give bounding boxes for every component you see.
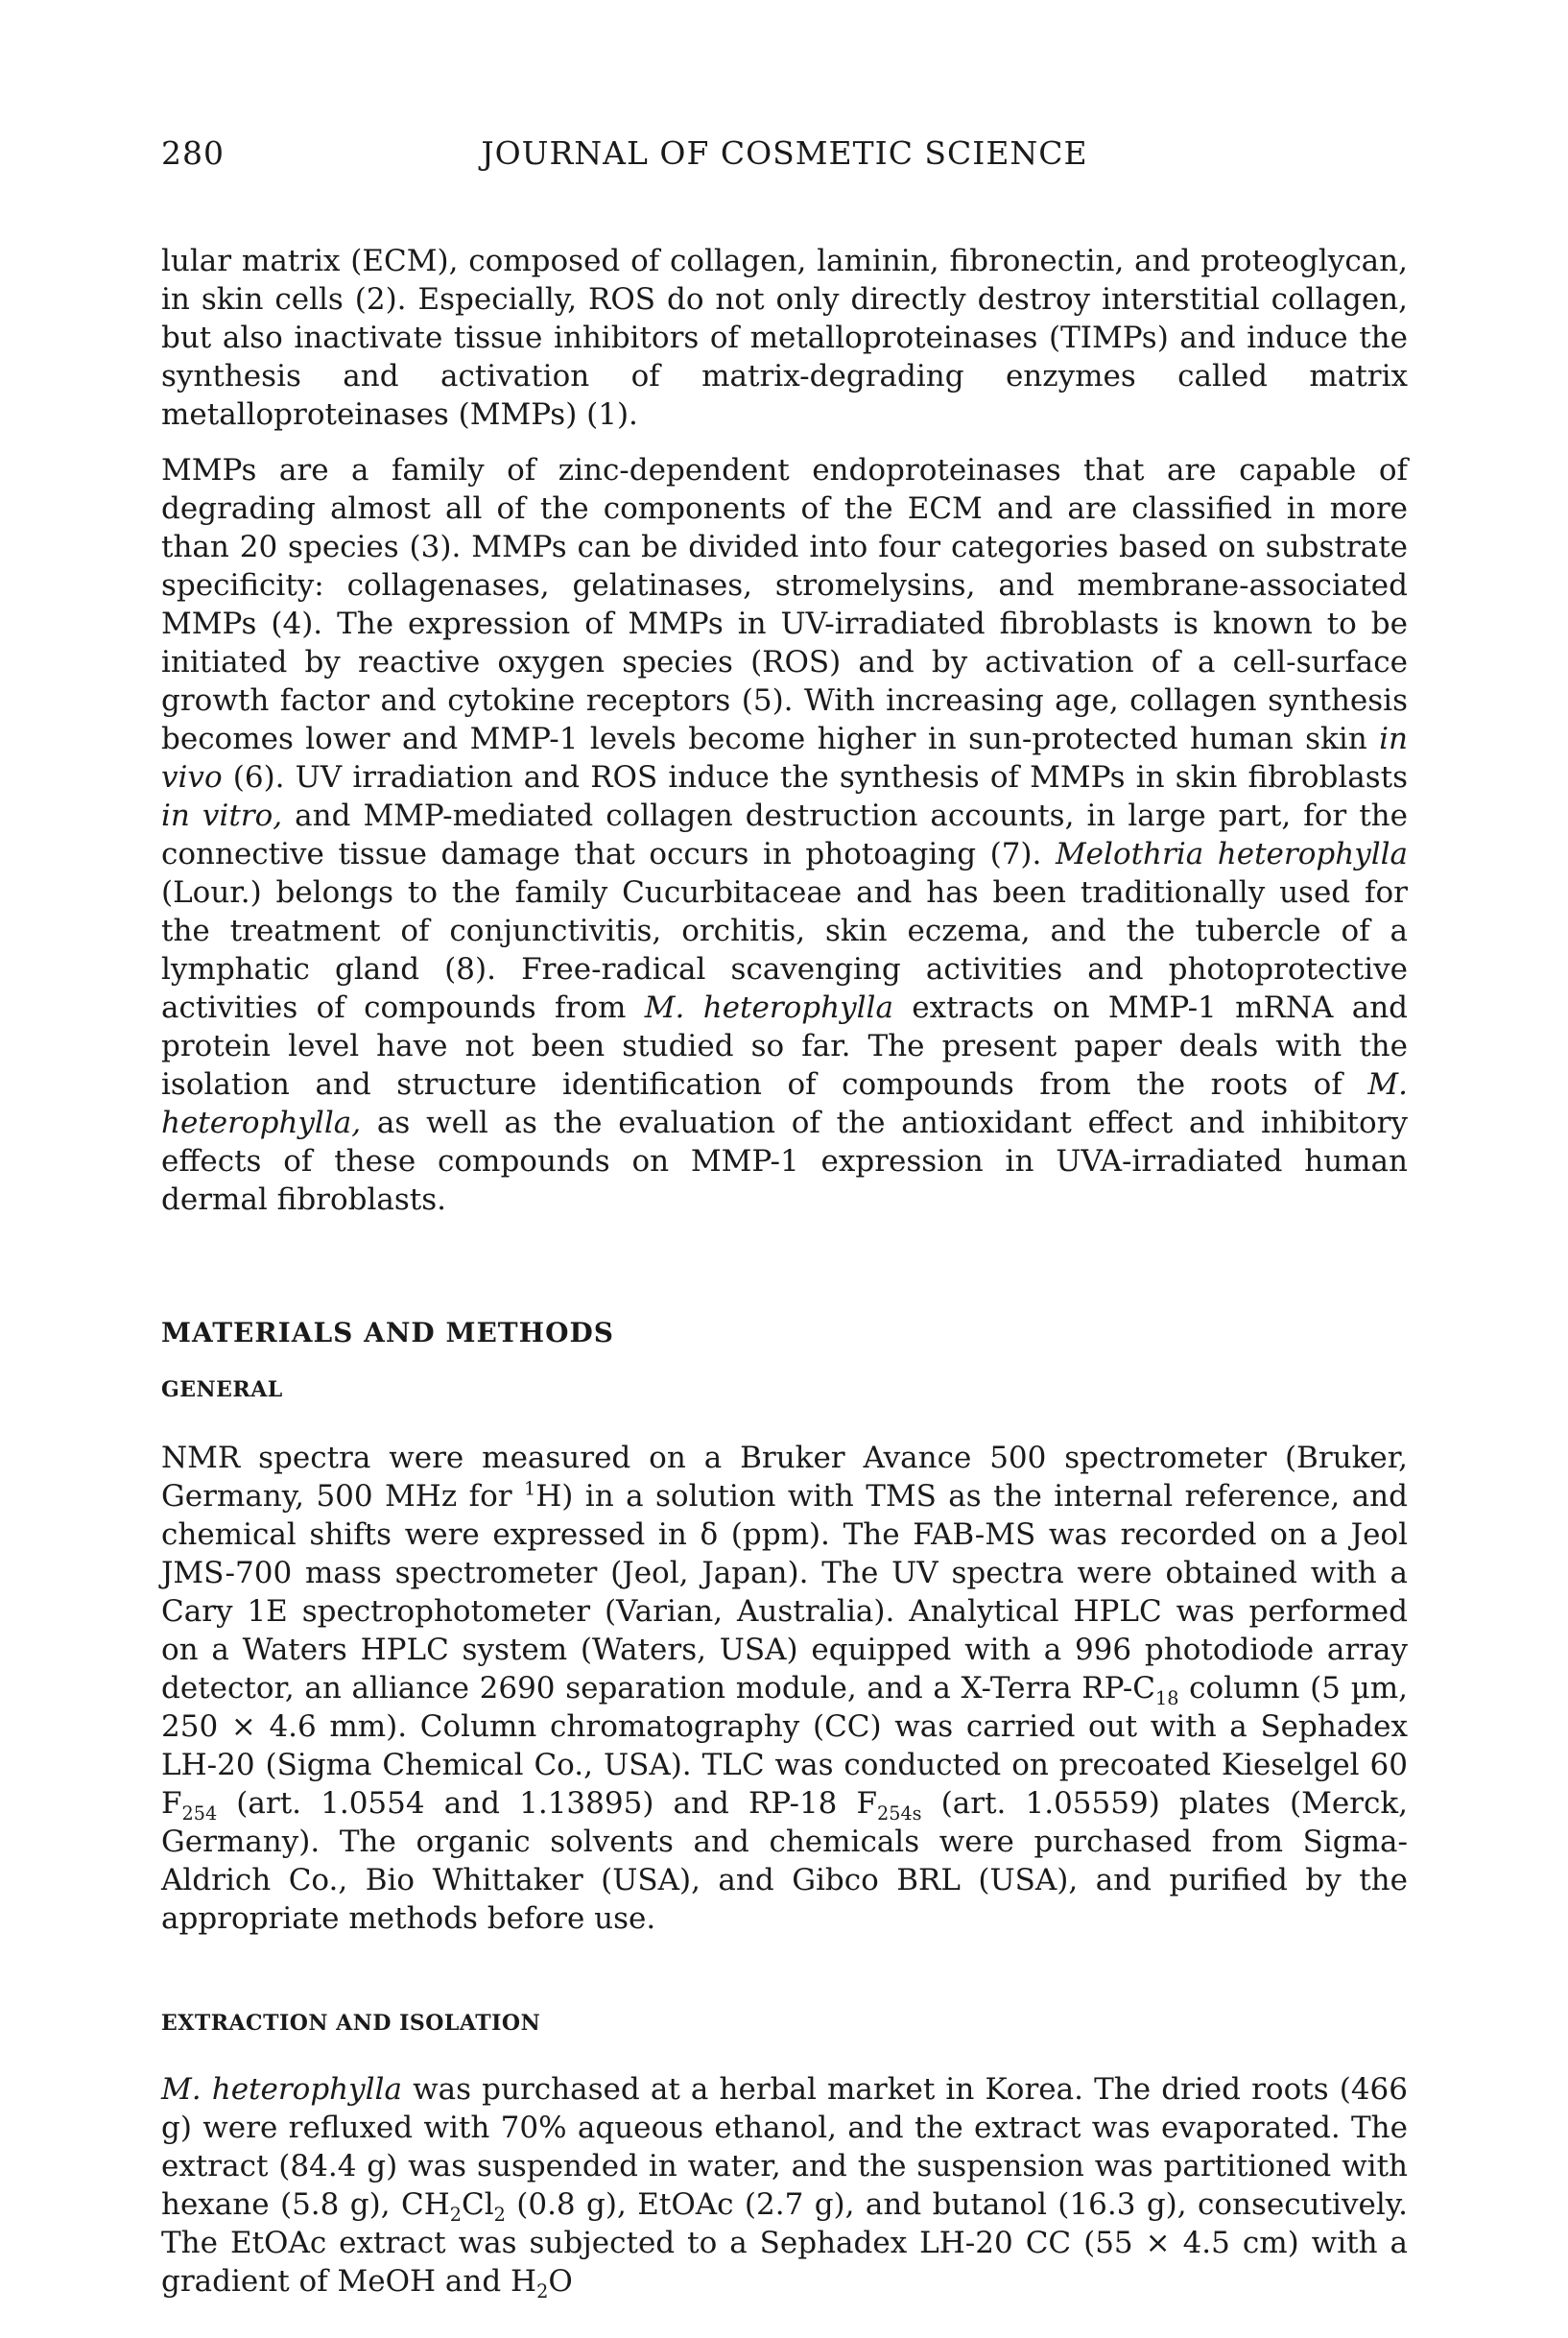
superscript: 1 xyxy=(524,1477,536,1500)
subheading-extraction-isolation: EXTRACTION AND ISOLATION xyxy=(161,2011,541,2036)
subscript: 2 xyxy=(493,2204,506,2227)
extraction-text-4: O xyxy=(548,2264,573,2299)
extraction-text-1: was purchased at a herbal market in Korea. The dried roots (466 g) were refluxed with 70% aqueous ethanol, and the extract was evaporated. The extract (84.4 g) was suspended in water, and the suspension was partitioned with hexane (5.8 g), CH xyxy=(161,2072,1408,2222)
species-abbr: M. heterophylla xyxy=(161,2072,402,2107)
intro-text-e: extracts on MMP-1 mRNA and protein level have not been studied so far. The present paper deals with the isolation and structure identification of compounds from the roots of xyxy=(161,990,1409,1102)
extraction-text-3: (0.8 g), EtOAc (2.7 g), and butanol (16.3 g), consecutively. The EtOAc extract was subjected to a Sephadex LH-20 CC (55 × 4.5 cm) with a gradient of MeOH and H xyxy=(161,2187,1408,2299)
extraction-text-2: Cl xyxy=(461,2187,494,2222)
page-header xyxy=(161,134,1408,182)
in-vitro-term: in vitro, xyxy=(161,799,283,833)
species-name: Melothria heterophylla xyxy=(1055,837,1409,871)
general-text-3: column (5 µm, 250 × 4.6 mm). Column chromatography (CC) was carried out with a Sephadex LH-20 (Sigma Chemical Co., USA). TLC was conducted on precoated Kieselgel 60 F xyxy=(161,1671,1408,1821)
extraction-paragraph xyxy=(161,2070,1408,2301)
general-text-5: (art. 1.05559) plates (Merck, Germany). The organic solvents and chemicals were purchased from Sigma-Aldrich Co., Bio Whittaker (USA), and Gibco BRL (USA), and purified by the appropriate methods before use. xyxy=(161,1786,1408,1936)
subscript: 254 xyxy=(181,1802,218,1825)
subscript: 254s xyxy=(877,1802,922,1825)
general-text-2: H) in a solution with TMS as the internal reference, and chemical shifts were expressed in δ (ppm). The FAB-MS was recorded on a Jeol JMS-700 mass spectrometer (Jeol, Japan). The UV spectra were obtained with a Cary 1E spectrophotometer (Varian, Australia). Analytical HPLC was performed on a Waters HPLC system (Waters, USA) equipped with a 996 photodiode array detector, an alliance 2690 separation module, and a X-Terra RP-C xyxy=(161,1479,1408,1706)
intro-paragraph-1: lular matrix (ECM), composed of collagen, laminin, fibronectin, and proteoglycan, in skin cells (2). Especially, ROS do not only directly destroy interstitial collagen, but also inactivate tissue inhibitors of metalloproteinases (TIMPs) and induce the synthesis and activation of matrix-degrading enzymes called matrix metalloproteinases (MMPs) (1). xyxy=(161,244,1408,432)
general-text-1: NMR spectra were measured on a Bruker Avance 500 spectrometer (Bruker, Germany, 500 MHz for xyxy=(161,1441,1408,1514)
intro-text-b: (6). UV irradiation and ROS induce the synthesis of MMPs in skin fibroblasts xyxy=(232,760,1408,795)
intro-paragraph-2 xyxy=(161,451,1408,1219)
in-vivo-term: in vivo xyxy=(161,722,1408,795)
general-text-4: (art. 1.0554 and 1.13895) and RP-18 F xyxy=(236,1786,878,1821)
subheading-general: GENERAL xyxy=(161,1377,283,1402)
article-body xyxy=(161,242,1408,2301)
intro-text-f: as well as the evaluation of the antioxidant effect and inhibitory effects of these compounds on MMP-1 expression in UVA-irradiated human dermal fibroblasts. xyxy=(161,1106,1409,1217)
subscript: 18 xyxy=(1155,1687,1179,1710)
intro-text-a: MMPs are a family of zinc-dependent endoproteinases that are capable of degrading almost all of the components of the ECM and are classified in more than 20 species (3). MMPs can be divided into four categories based on substrate specificity: collagenases, gelatinases, stromelysins, and membrane-associated MMPs (4). The expression of MMPs in UV-irradiated fibroblasts is known to be initiated by reactive oxygen species (ROS) and by activation of a cell-surface growth factor and cytokine receptors (5). With increasing age, collagen synthesis becomes lower and MMP-1 levels become higher in sun-protected human skin xyxy=(161,453,1408,756)
subscript: 2 xyxy=(536,2280,549,2303)
species-abbr: M. heterophylla, xyxy=(161,1067,1408,1140)
section-heading-materials-methods: MATERIALS AND METHODS xyxy=(161,1317,614,1348)
general-paragraph xyxy=(161,1439,1408,1938)
running-head: JOURNAL OF COSMETIC SCIENCE xyxy=(481,134,1088,172)
species-abbr: M. heterophylla xyxy=(644,990,893,1025)
intro-text-c: and MMP-mediated collagen destruction accounts, in large part, for the connective tissue damage that occurs in photoaging (7). xyxy=(161,799,1408,871)
intro-text-d: (Lour.) belongs to the family Cucurbitaceae and has been traditionally used for the treatment of conjunctivitis, orchitis, skin eczema, and the tubercle of a lymphatic gland (8). Free-radical scavenging activities and photoprotective activities of compounds from xyxy=(161,875,1408,1025)
page-number: 280 xyxy=(161,134,225,172)
subscript: 2 xyxy=(449,2204,462,2227)
